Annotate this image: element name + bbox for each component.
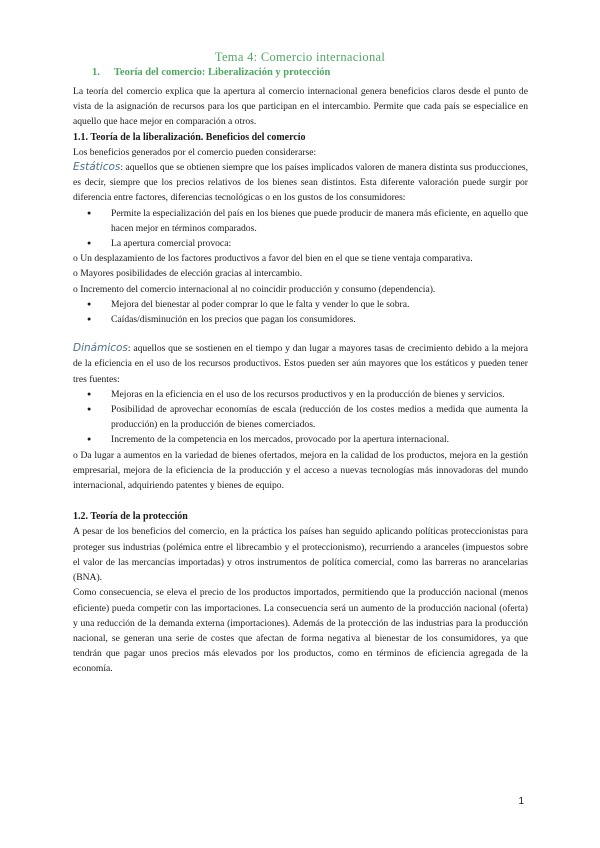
estaticos-label: Estáticos [73,161,121,174]
o-item: o Un desplazamiento de los factores productivos a favor del bien en el que se tiene ventaja comparativa. [73,253,473,265]
spacer [73,493,528,509]
subsection-1-2-heading: 1.2. Teoría de la protección [73,511,188,523]
benefits-intro: Los beneficios generados por el comercio pueden considerarse: [73,146,317,158]
dinamicos-bullets [73,387,528,448]
dinamicos-label: Dinámicos [73,342,128,355]
list-item: ● Mejoras en la eficiencia en el uso de los recursos productivos y en la producción de bienes y servicios. [73,387,528,402]
proteccion-paragraph-1: A pesar de los beneficios del comercio, en la práctica los países han seguido aplicando políticas proteccionistas para proteger sus industrias (polémica entre el librecambio y el proteccionismo), recurriendo a aranceles (impuestos sobre el valor de las mercancías importadas) y otros instrumentos de política comercial, como las barreras no arancelarias (BNA). [73,526,528,584]
dinamicos-text: : aquellos que se sostienen en el tiempo y dan lugar a mayores tasas de crecimiento debido a la mejora de la eficiencia en el uso de los recursos productivos. Estos pueden ser aún mayores que los estáticos y pueden tener tres fuentes: [73,343,528,385]
list-item: ● Caídas/disminución en los precios que pagan los consumidores. [73,312,528,327]
document-title: Tema 4: Comercio internacional [214,50,386,64]
o-item: o Da lugar a aumentos en la variedad de bienes ofertados, mejora en la calidad de los productos, mejora en la gestión empresarial, mejora de la eficiencia de la producción y el acceso a nuevas tecnologías más innovadoras del mundo internacional, adquiriendo patentes y bienes de equipo. [73,449,528,492]
dinamicos-paragraph [73,341,528,387]
list-item: ● Posibilidad de aprovechar economías de escala (reducción de los costes medios a medida que aumenta la producción) en la producción de bienes comerciados. [73,402,528,432]
o-item: o Mayores posibilidades de elección gracias al intercambio. [73,268,303,280]
document-body [73,84,528,677]
section-1-number: 1. [92,67,100,78]
list-item: ● La apertura comercial provoca: [73,236,528,251]
o-item: o Incremento del comercio internacional al no coincidir producción y consumo (dependencia). [73,283,436,295]
subsection-1-1-heading: 1.1. Teoría de la liberalización. Beneficios del comercio [73,131,306,143]
list-item: ● Incremento de la competencia en los mercados, provocado por la apertura internacional. [73,432,528,447]
intro-paragraph: La teoría del comercio explica que la apertura al comercio internacional genera beneficios claros desde el punto de vista de la asignación de recursos para los que participan en el intercambio. Permite que cada país se especialice en aquello que hace mejor en comparación a otros. [73,86,528,128]
section-1-label: Teoría del comercio: Liberalización y protección [113,67,331,78]
estaticos-paragraph [73,160,528,206]
proteccion-paragraph-2: Como consecuencia, se eleva el precio de los productos importados, permitiendo que la producción nacional (menos eficiente) pueda competir con las importaciones. La consecuencia será un aumento de la producción nacional (oferta) y una reducción de la demanda externa (importaciones). Además de la protección de las industrias para la producción nacional, se generan una serie de costes que afectan de forma negativa al bienestar de los consumidores, ya que tendrán que pagar unos precios más elevados por los productos, como en términos de eficiencia agregada de la economía. [73,587,528,675]
spacer [73,327,528,341]
list-item: ● Mejora del bienestar al poder comprar lo que le falta y vender lo que le sobra. [73,297,528,312]
estaticos-bullets-2 [73,297,528,327]
section-1-heading [92,67,330,78]
page-number: 1 [518,796,524,807]
estaticos-bullets [73,206,528,252]
estaticos-text: : aquellos que se obtienen siempre que los países implicados valoren de manera distinta sus producciones, es decir, siempre que los precios relativos de los bienes sean distintos. Esta diferente valoración puede surgir por diferencia entre factores, diferencias tecnológicas o en los gustos de los consumidores: [73,162,528,204]
list-item: ● Permite la especialización del país en los bienes que puede producir de manera más eficiente, en aquello que hacen mejor en términos comparados. [73,206,528,236]
